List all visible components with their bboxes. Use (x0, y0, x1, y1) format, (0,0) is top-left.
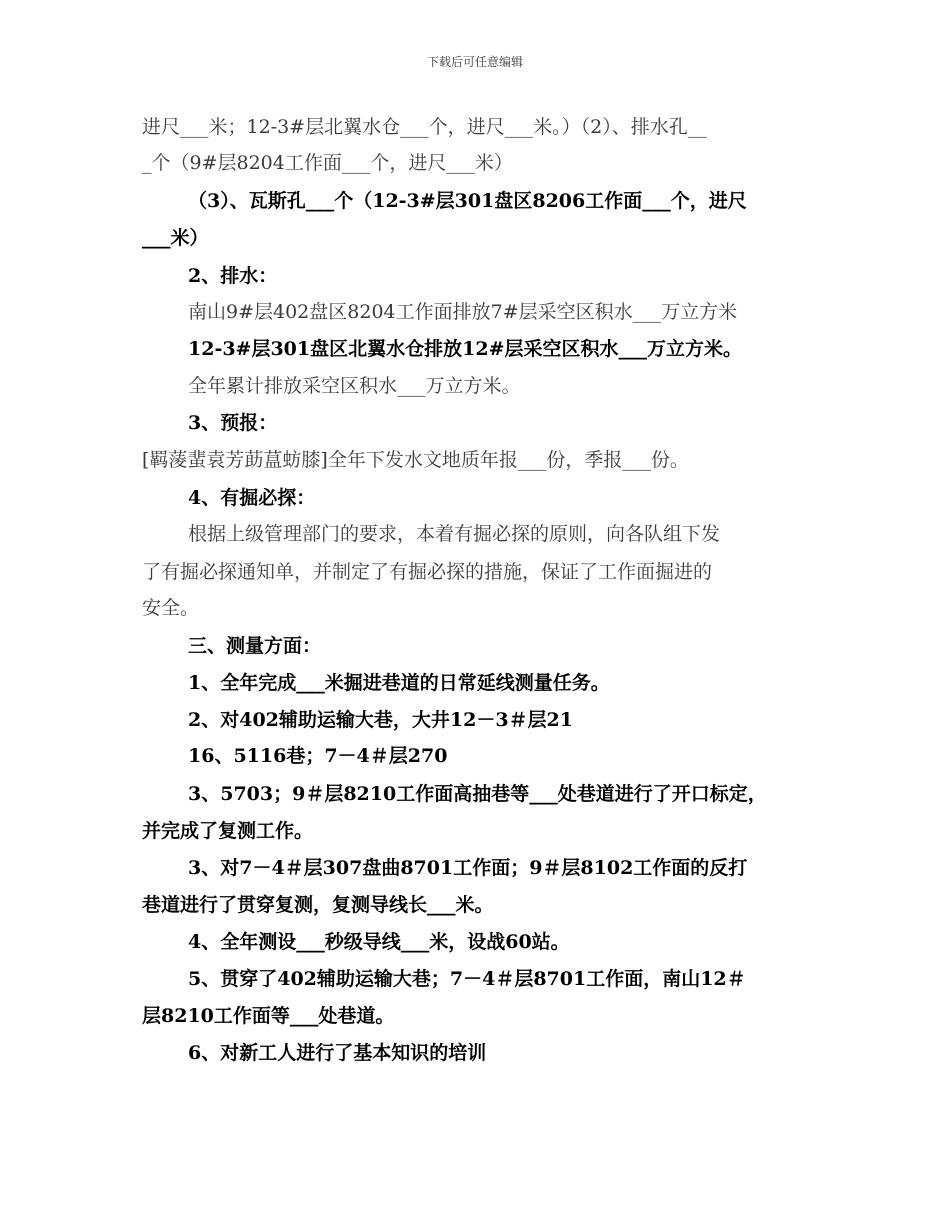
text-line: [羁蔆蜚袁芳莇蒀蚄膝]全年下发水文地质年报___份，季报___份。 (142, 449, 689, 471)
text-line: 巷道进行了贯穿复测，复测导线长___米。 (142, 894, 494, 916)
section-heading: 2、排水： (188, 265, 278, 287)
section-heading: 4、有掘必探： (188, 487, 316, 509)
text-line: 3、对7－4＃层307盘曲8701工作面；9＃层8102工作面的反打 (188, 857, 748, 879)
page-header: 下载后可任意编辑 (426, 55, 523, 69)
text-line: 进尺___米；12-3#层北翼水仓___个，进尺___米。）（2）、排水孔__ (142, 116, 707, 138)
text-line: 12-3#层301盘区北翼水仓排放12#层采空区积水___万立方米。 (188, 338, 742, 360)
text-line: 16、5116巷；7－4＃层270 (188, 745, 448, 767)
section-heading: 3、预报： (188, 412, 278, 434)
text-line: _个（9#层8204工作面___个，进尺___米） (142, 152, 513, 174)
text-line: 并完成了复测工作。 (142, 820, 314, 842)
text-line: 层8210工作面等___处巷道。 (142, 1005, 395, 1027)
text-line: 南山9#层402盘区8204工作面排放7#层采空区积水___万立方米 (188, 301, 738, 323)
text-line: 安全。 (142, 597, 200, 619)
text-line: 2、对402辅助运输大巷，大井12－3＃层21 (188, 709, 573, 731)
text-line: 6、对新工人进行了基本知识的培训 (188, 1042, 487, 1064)
text-line: （3）、瓦斯孔___个（12-3#层301盘区8206工作面___个，进尺 (188, 190, 747, 212)
text-line: ___米） (142, 227, 209, 249)
text-line: 3、5703；9＃层8210工作面高抽巷等___处巷道进行了开口标定， (188, 783, 767, 805)
section-heading: 三、测量方面： (188, 635, 322, 657)
text-line: 全年累计排放采空区积水___万立方米。 (188, 375, 521, 397)
text-line: 1、全年完成___米掘进巷道的日常延线测量任务。 (188, 672, 610, 694)
text-line: 了有掘必探通知单，并制定了有掘必探的措施，保证了工作面掘进的 (142, 561, 713, 583)
text-line: 4、全年测设___秒级导线___米，设战60站。 (188, 931, 570, 953)
text-line: 根据上级管理部门的要求，本着有掘必探的原则，向各队组下发 (188, 523, 721, 545)
text-line: 5、贯穿了402辅助运输大巷；7－4＃层8701工作面，南山12＃ (188, 968, 746, 990)
